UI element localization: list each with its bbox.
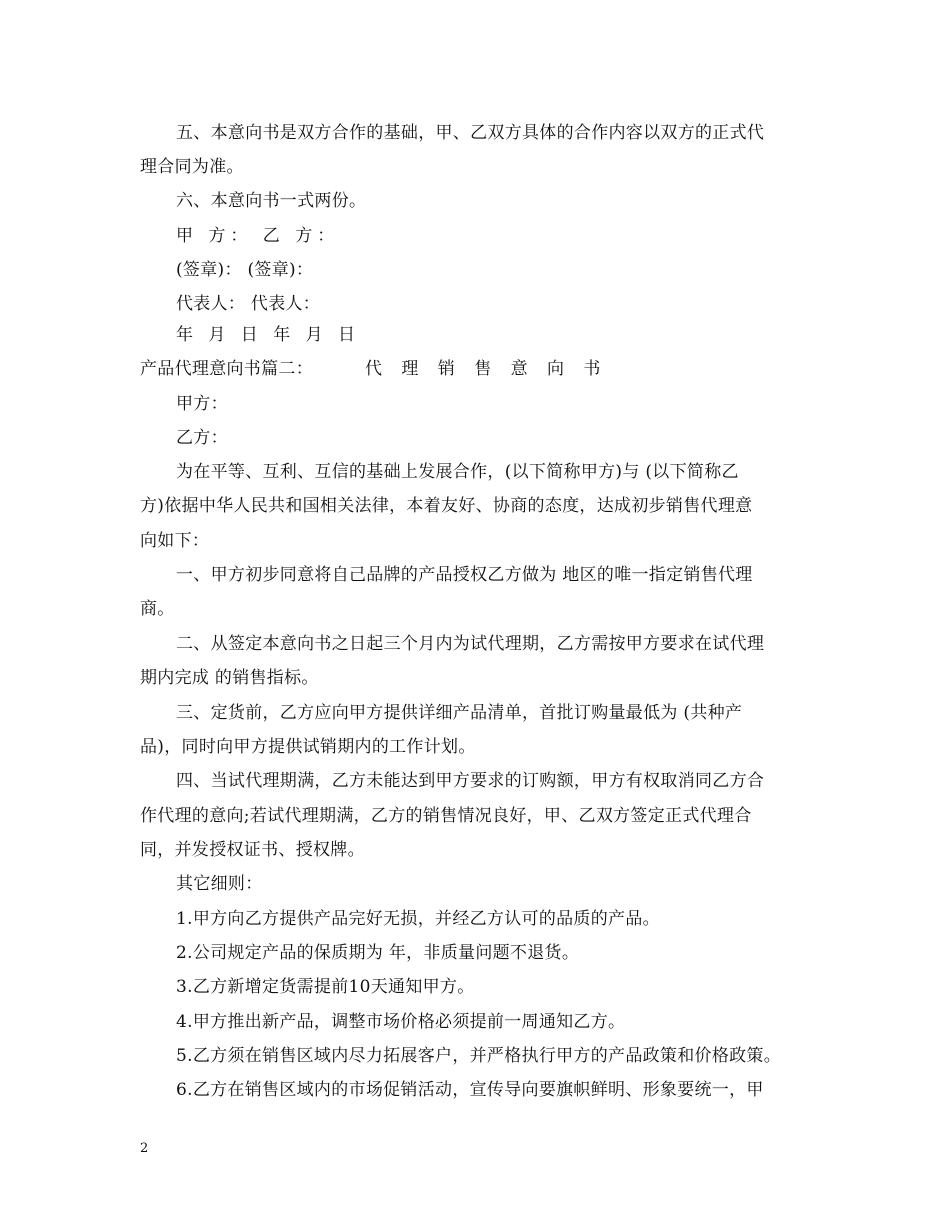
list-item: 4.甲方推出新产品，调整市场价格必须提前一周通知乙方。: [176, 1012, 626, 1032]
paragraph-line: 向如下：: [140, 531, 210, 551]
paragraph-line: 五、本意向书是双方合作的基础，甲、乙双方具体的合作内容以双方的正式代: [176, 123, 765, 143]
paragraph-line: 同，并发授权证书、授权牌。: [140, 840, 365, 860]
paragraph-line: 商。: [140, 599, 175, 619]
party-b-label: 乙方：: [176, 428, 228, 448]
page-number: 2: [140, 1141, 149, 1156]
seal-label-line: (签章)： (签章)：: [176, 260, 314, 280]
date-label-line: 年 月 日 年 月 日: [176, 325, 361, 345]
paragraph-line: 为在平等、互利、互信的基础上发展合作，(以下简称甲方)与 (以下简称乙: [176, 462, 739, 482]
paragraph-line: 理合同为准。: [140, 157, 244, 177]
representative-label-line: 代表人： 代表人：: [176, 294, 321, 314]
section-heading: 产品代理意向书篇二：: [140, 359, 313, 379]
list-item: 6.乙方在销售区域内的市场促销活动，宣传导向要旗帜鲜明、形象要统一，甲: [176, 1080, 764, 1100]
paragraph-line: 品)，同时向甲方提供试销期内的工作计划。: [140, 737, 476, 757]
party-a-label: 甲方：: [176, 394, 228, 414]
paragraph-line: 一、甲方初步同意将自己品牌的产品授权乙方做为 地区的唯一指定销售代理: [176, 565, 753, 585]
list-item: 2.公司规定产品的保质期为 年，非质量问题不退货。: [176, 943, 580, 963]
paragraph-line: 方)依据中华人民共和国相关法律，本着友好、协商的态度，达成初步销售代理意: [140, 496, 753, 516]
paragraph-line: 四、当试代理期满，乙方未能达到甲方要求的订购额，甲方有权取消同乙方合: [176, 771, 765, 791]
paragraph-line: 作代理的意向;若试代理期满，乙方的销售情况良好，甲、乙双方签定正式代理合: [140, 806, 752, 826]
subheading: 其它细则：: [176, 874, 263, 894]
document-title: 代 理 销 售 意 向 书: [365, 359, 608, 379]
party-label-line: 甲 方： 乙 方：: [176, 226, 340, 246]
paragraph-line: 二、从签定本意向书之日起三个月内为试代理期，乙方需按甲方要求在试代理: [176, 634, 765, 654]
list-item: 5.乙方须在销售区域内尽力拓展客户，并严格执行甲方的产品政策和价格政策。: [176, 1046, 782, 1066]
paragraph-line: 六、本意向书一式两份。: [176, 191, 367, 211]
list-item: 1.甲方向乙方提供产品完好无损，并经乙方认可的品质的产品。: [176, 909, 660, 929]
paragraph-line: 期内完成 的销售指标。: [140, 668, 319, 688]
list-item: 3.乙方新增定货需提前10天通知甲方。: [176, 977, 475, 997]
paragraph-line: 三、定货前，乙方应向甲方提供详细产品清单，首批订购量最低为 (共种产: [176, 703, 743, 723]
